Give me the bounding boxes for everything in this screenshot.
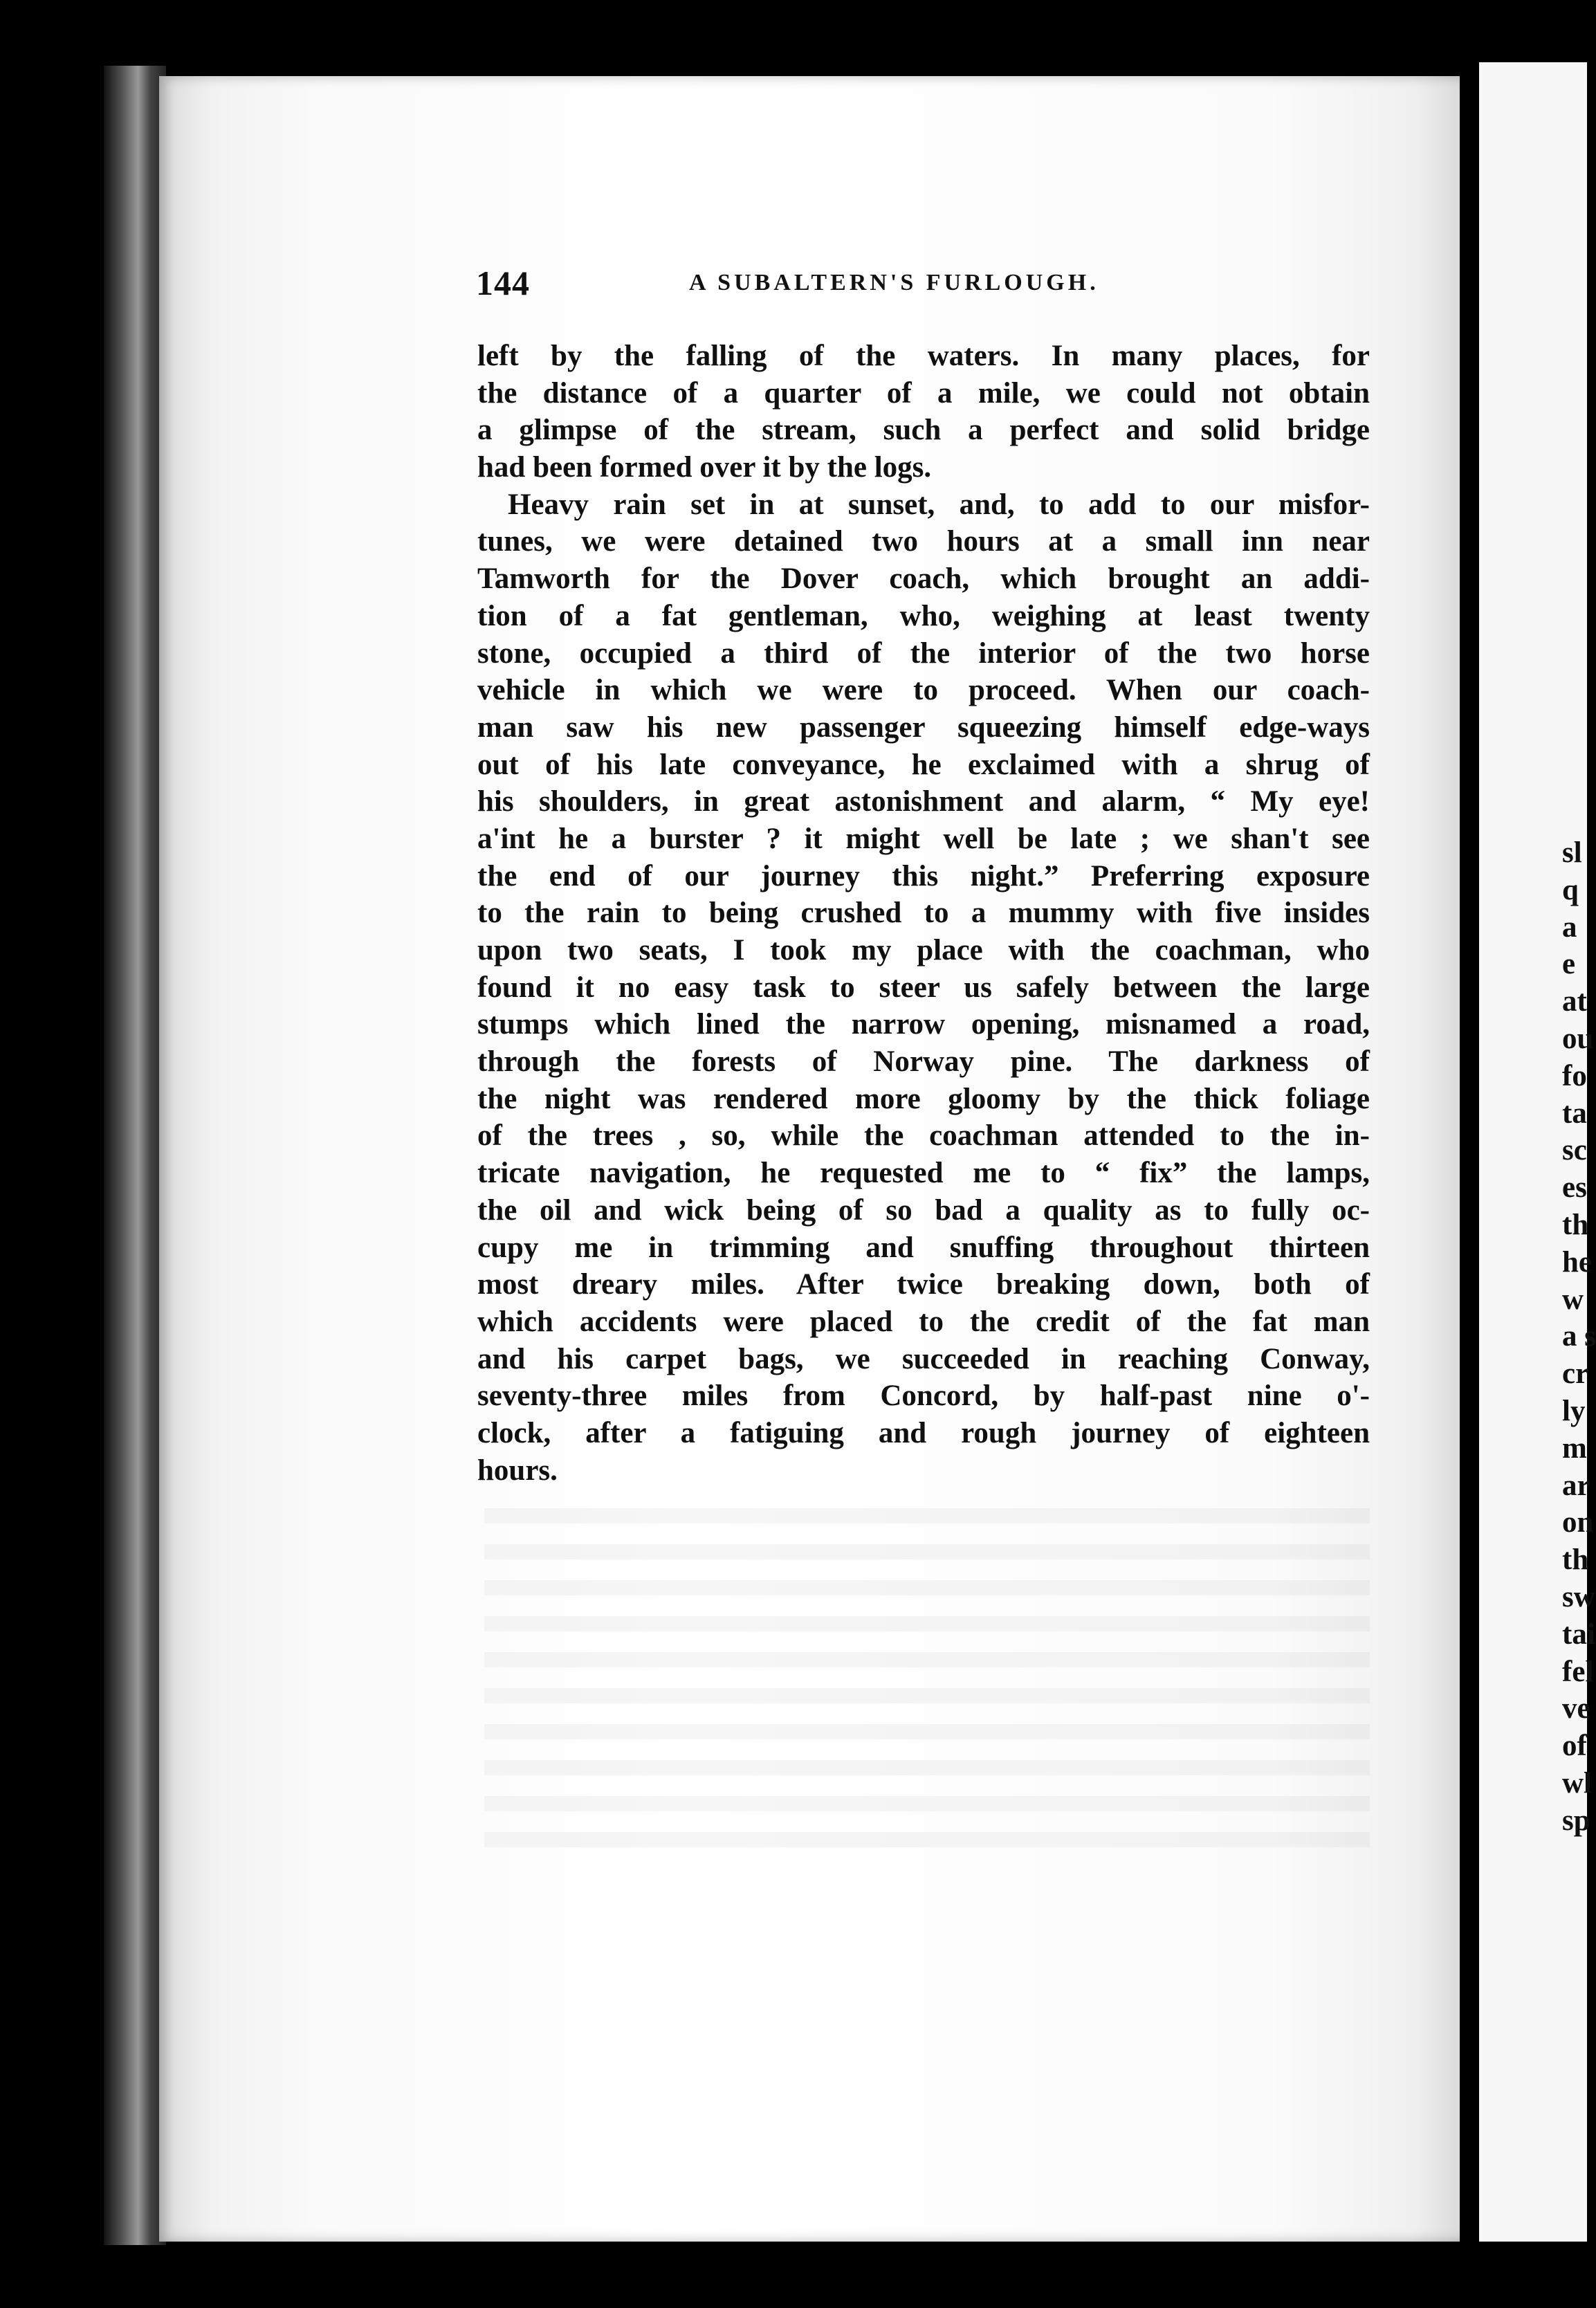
fragment: of <box>1562 1730 1587 1763</box>
text-line: out of his late conveyance, he exclaimed with a shrug of <box>477 748 1370 781</box>
fragment: q <box>1562 873 1579 906</box>
text-line: which accidents were placed to the credit of the fat man <box>477 1305 1370 1338</box>
fragment: ly <box>1562 1394 1586 1427</box>
text-line: stone, occupied a third of the interior of the two horse <box>477 636 1370 670</box>
fragment: w <box>1562 1283 1584 1316</box>
text-line: the oil and wick being of so bad a quality as to fully oc- <box>477 1193 1370 1227</box>
text-line: and his carpet bags, we succeeded in reaching Conway, <box>477 1342 1370 1375</box>
fragment: wl <box>1562 1766 1592 1799</box>
fragment: a s <box>1562 1320 1596 1353</box>
page-number: 144 <box>476 264 530 302</box>
fragment: fel <box>1562 1655 1594 1688</box>
fragment: sc <box>1562 1134 1587 1167</box>
text-line: had been formed over it by the logs. <box>477 451 932 484</box>
text-line: the night was rendered more gloomy by the thick foliage <box>477 1082 1370 1115</box>
fragment: e <box>1562 948 1576 981</box>
text-line: left by the falling of the waters. In many places, for <box>477 340 1370 372</box>
running-head: A SUBALTERN'S FURLOUGH. <box>689 270 1099 295</box>
fragment: he <box>1562 1245 1592 1279</box>
fragment: at <box>1562 985 1587 1018</box>
text-line: a'int he a burster ? it might well be late ; we shan't see <box>477 822 1370 855</box>
fragment: sl <box>1562 836 1582 869</box>
text-line: cupy me in trimming and snuffing throughout thirteen <box>477 1231 1370 1264</box>
book-gutter <box>1460 42 1479 2276</box>
text-line: a glimpse of the stream, such a perfect and solid bridge <box>477 414 1370 447</box>
text-line: tricate navigation, he requested me to “ fix” the lamps, <box>477 1157 1370 1190</box>
fragment: ve <box>1562 1692 1590 1725</box>
text-line: Tamworth for the Dover coach, which brought an addi- <box>477 562 1370 596</box>
text-line: clock, after a fatiguing and rough journey of eighteen <box>477 1416 1370 1449</box>
text-line: his shoulders, in great astonishment and alarm, “ My eye! <box>477 785 1370 818</box>
text-line: through the forests of Norway pine. The darkness of <box>477 1045 1370 1079</box>
bleed-through <box>484 1487 1370 1847</box>
fragment: ou <box>1562 1022 1594 1055</box>
text-line: vehicle in which we were to proceed. When our coach- <box>477 674 1370 707</box>
fragment: on <box>1562 1506 1594 1539</box>
fragment: m <box>1562 1431 1587 1465</box>
text-line: tunes, we were detained two hours at a small inn near <box>477 525 1370 558</box>
fragment: th <box>1562 1208 1589 1241</box>
text-line: of the trees , so, while the coachman attended to the in- <box>477 1119 1370 1153</box>
fragment: fo <box>1562 1059 1587 1092</box>
fragment: a <box>1562 910 1577 944</box>
text-line: hours. <box>477 1454 558 1487</box>
text-line: to the rain to being crushed to a mummy with five insides <box>477 897 1370 930</box>
text-line: most dreary miles. After twice breaking down, both of <box>477 1268 1370 1301</box>
fragment: sp <box>1562 1804 1590 1837</box>
text-line: seventy-three miles from Concord, by half-past nine o'- <box>477 1380 1370 1413</box>
text-line: stumps which lined the narrow opening, misnamed a road, <box>477 1008 1370 1041</box>
text-line: found it no easy task to steer us safely between the large <box>477 971 1370 1004</box>
fragment: ar <box>1562 1469 1590 1502</box>
text-line: tion of a fat gentleman, who, weighing at least twenty <box>477 599 1370 632</box>
fragment: tai <box>1562 1618 1595 1651</box>
text-line: the end of our journey this night.” Preferring exposure <box>477 859 1370 892</box>
body-text <box>477 338 1370 1489</box>
text-line: the distance of a quarter of a mile, we could not obtain <box>477 376 1370 410</box>
facing-page-text-fragments <box>1562 834 1596 1840</box>
page-header <box>476 263 1403 311</box>
text-line: upon two seats, I took my place with the coachman, who <box>477 934 1370 967</box>
fragment: sw <box>1562 1580 1595 1613</box>
fragment: es <box>1562 1171 1587 1205</box>
fragment: cr <box>1562 1357 1589 1391</box>
book-edge <box>104 66 166 2245</box>
text-line: man saw his new passenger squeezing himself edge-ways <box>477 711 1370 744</box>
fragment: ta <box>1562 1097 1587 1130</box>
fragment: th <box>1562 1544 1589 1577</box>
text-line: Heavy rain set in at sunset, and, to add to our misfor- <box>508 488 1370 521</box>
